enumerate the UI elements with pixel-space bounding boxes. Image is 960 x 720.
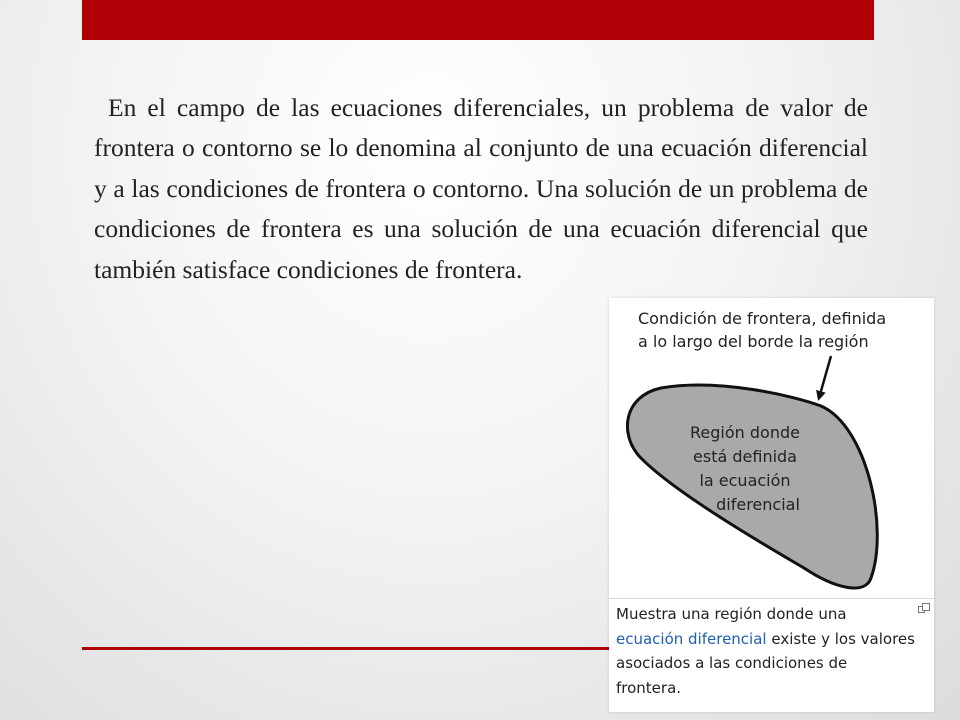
- enlarge-icon[interactable]: [918, 603, 930, 615]
- caption-link-ecuacion-diferencial[interactable]: ecuación diferencial: [616, 629, 767, 648]
- figure-divider: [609, 598, 934, 599]
- caption-text-end: existe y los valores asociados a las condiciones de frontera.: [616, 629, 915, 697]
- region-label-line1: Región donde: [690, 423, 800, 442]
- region-label-line4: diferencial: [716, 495, 800, 514]
- region-label-line3: la ecuación: [699, 471, 791, 490]
- figure-caption: [616, 602, 916, 700]
- caption-text-start: Muestra una región donde una: [616, 605, 847, 623]
- top-accent-bar: [82, 0, 874, 40]
- body-paragraph: En el campo de las ecuaciones diferenciales, un problema de valor de frontera o contorno se lo denomina al conjunto de una ecuación diferencial y a las condiciones de frontera o contorno. Una solución de un problema de condiciones de frontera es una solución de una ecuación diferencial que también satisface condiciones de frontera.: [94, 92, 868, 284]
- boundary-label-line2: a lo largo del borde la región: [638, 332, 869, 351]
- bottom-accent-rule: [82, 647, 612, 650]
- region-diagram: [609, 298, 934, 598]
- boundary-arrow: [819, 356, 831, 398]
- boundary-label-line1: Condición de frontera, definida: [638, 309, 887, 328]
- boundary-condition-figure: [609, 298, 934, 712]
- region-label-line2: está definida: [693, 447, 797, 466]
